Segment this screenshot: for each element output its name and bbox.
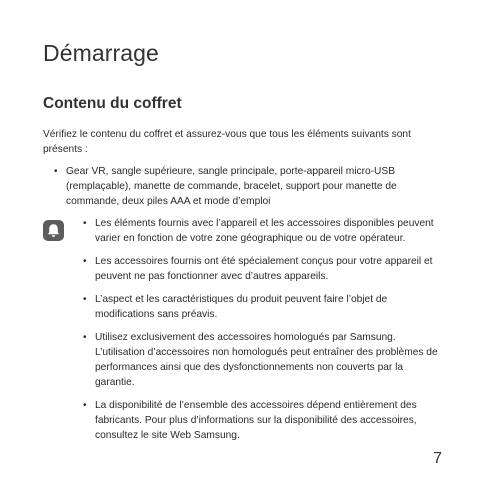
note-item	[80, 292, 445, 322]
bullet-icon: •	[83, 332, 87, 343]
contents-item-text: Gear VR, sangle supérieure, sangle principale, porte-appareil micro-USB (remplaçable), manette de commande, bracelet, support pour manette de commande, deux piles AAA et mode d’emploi	[66, 166, 397, 207]
intro-paragraph: Vérifiez le contenu du coffret et assurez-vous que tous les éléments suivants sont présents :	[43, 129, 411, 155]
bullet-icon: •	[83, 218, 87, 229]
note-text: Utilisez exclusivement des accessoires homologués par Samsung. L’utilisation d’accessoires non homologués peut entraîner des problèmes de performances ainsi que des dysfonctionnements non couverts par la garantie.	[95, 332, 438, 388]
note-text: Les éléments fournis avec l’appareil et les accessoires disponibles peuvent varier en fonction de votre zone géographique ou de votre opérateur.	[95, 218, 434, 244]
note-item	[80, 254, 445, 284]
note-item	[80, 216, 445, 246]
bullet-icon: •	[83, 294, 87, 305]
note-text: La disponibilité de l’ensemble des accessoires dépend entièrement des fabricants. Pour plus d’informations sur la disponibilité des accessoires, consultez le site Web Samsung.	[95, 400, 417, 441]
notes-list	[80, 216, 445, 451]
bell-icon	[43, 220, 64, 241]
note-text: Les accessoires fournis ont été spécialement conçus pour votre appareil et peuvent ne pas fonctionner avec d’autres appareils.	[95, 256, 433, 282]
bullet-icon: •	[83, 400, 87, 411]
bullet-icon: •	[83, 256, 87, 267]
section-title: Contenu du coffret	[43, 95, 182, 112]
contents-list-item	[51, 164, 446, 209]
page-title: Démarrage	[43, 40, 159, 66]
note-item	[80, 398, 445, 443]
note-item	[80, 330, 445, 390]
contents-list	[51, 164, 446, 209]
note-text: L’aspect et les caractéristiques du produit peuvent faire l’objet de modifications sans préavis.	[95, 294, 388, 320]
page-number: 7	[433, 450, 442, 467]
bullet-icon: •	[54, 166, 58, 177]
